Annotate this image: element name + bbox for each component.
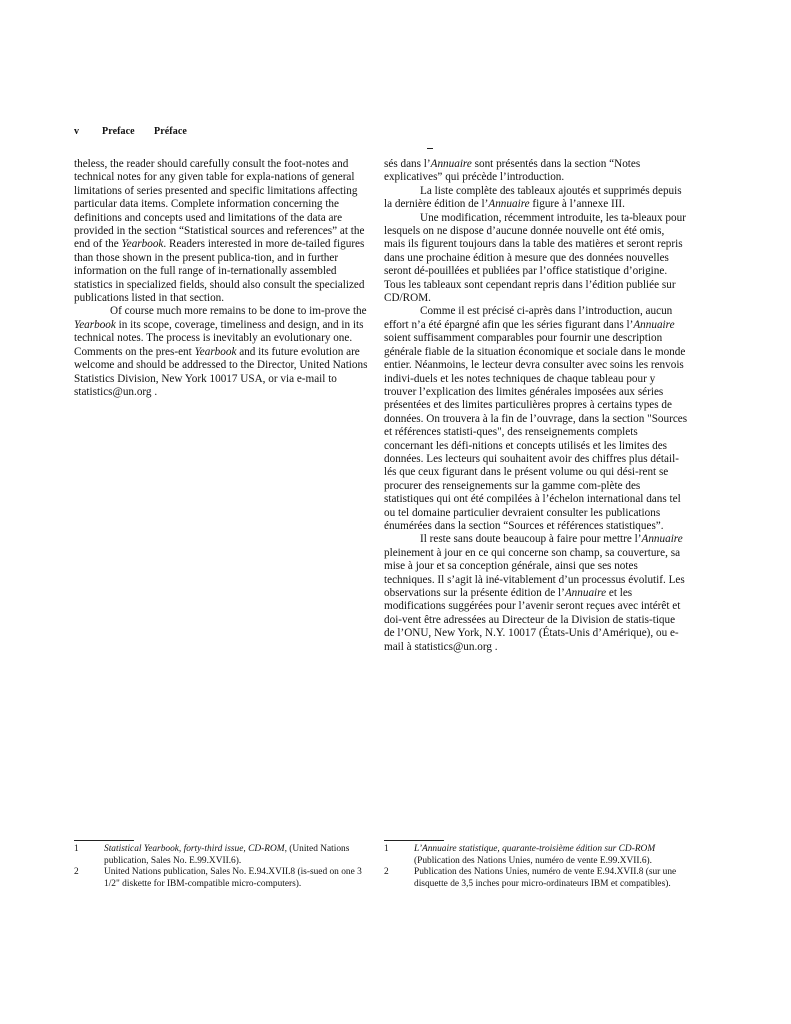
text-run: in its scope, coverage, timeliness and design, and in its technical notes. The process is inevitably an evolutionary one. Comments on the pres-ent bbox=[74, 318, 364, 358]
text-run: Comme il est précisé ci-après dans l’introduction, aucun effort n’a été épargné afin que les séries figurant dans l’ bbox=[384, 305, 673, 331]
text-run: . Readers interested in more de-tailed figures than those shown in the present publica-tion, and in further information on the full range of in-ternationally assembled statistics in specialized fields, should also consult the specialized publications listed in that section. bbox=[74, 238, 365, 305]
footnote bbox=[74, 844, 374, 867]
text-run: figure à l’annexe III. bbox=[529, 198, 625, 211]
text-run: Publication des Nations Unies, numéro de vente E.94.XVII.8 (sur une disquette de 3,5 inches pour micro-ordinateurs IBM et compatibles). bbox=[414, 867, 677, 889]
footnotes-french bbox=[384, 840, 694, 890]
english-column bbox=[74, 158, 370, 399]
footnote-number: 1 bbox=[74, 844, 79, 854]
footnote bbox=[384, 844, 694, 867]
italic-text: Annuaire bbox=[564, 587, 607, 599]
text-run: soient suffisamment comparables pour fournir une description générale fiable de la situation économique et sociale dans le monde entier. Néanmoins, le lecteur devra consulter avec soins les renvois indivi-duels et les notes techniques de chaque tableau pour y trouver l’explication des limites générales imposées aux séries présentées et des limites particulières propres à certains types de données. On trouvera à la fin de l’ouvrage, dans la section "Sources et références statisti-ques", des renseignements complets concernant les défi-nitions et concepts utilisés et les limites des données. Les lecteurs qui souhaitent avoir des chiffres plus détail-lés que ceux figurant dans le présent volume ou qui dési-rent se procurer des renseignements sur la gamme com-plète des statistiques qui ont été compilées à l’échelon international dans tel ou tel domaine particulier devraient consulter les publications énumérées dans la section “Sources et références statistiques”. bbox=[384, 332, 688, 532]
italic-text: Annuaire bbox=[633, 318, 675, 331]
italic-text: Yearbook bbox=[74, 318, 116, 331]
italic-text: Annuaire bbox=[488, 198, 530, 211]
paragraph bbox=[384, 305, 688, 533]
text-run: theless, the reader should carefully consult the foot-notes and technical notes for any given table for expla-nations of general limitations of series presented and specific limitations affecting particular data items. Complete information concerning the definitions and concepts used and limitations of the data are provided in the section “Statistical sources and references” at the end of the bbox=[74, 158, 365, 251]
paragraph bbox=[384, 158, 688, 185]
text-run: sont présentés dans la section “Notes explicatives” qui précède l’introduction. bbox=[384, 158, 641, 184]
footnote-number: 2 bbox=[384, 867, 389, 878]
paragraph bbox=[74, 305, 370, 399]
footnote-rule bbox=[384, 840, 444, 841]
text-run: , (United Nations publication, Sales No. E.99.XVII.6). bbox=[104, 844, 350, 866]
footnote bbox=[74, 867, 374, 890]
footnote-list bbox=[74, 844, 374, 890]
french-column bbox=[384, 158, 688, 654]
italic-text: Annuaire bbox=[430, 158, 472, 170]
italic-text: Statistical Yearbook, forty-third issue, CD-ROM bbox=[104, 844, 285, 854]
text-run: (Publication des Nations Unies, numéro de vente E.99.XVII.6). bbox=[414, 855, 652, 866]
footnote-text bbox=[104, 844, 374, 867]
italic-text: Yearbook bbox=[194, 345, 237, 358]
text-run: Il reste sans doute beaucoup à faire pour mettre l’ bbox=[420, 533, 642, 546]
page-number: v bbox=[74, 126, 80, 137]
text-run: et les modifications suggérées pour l’avenir seront reçues avec intérêt et doi-vent être adressées au Directeur de la Division de statis-tique de l’ONU, New York, N.Y. 10017 (États-Unis d’Amérique), ou e-mail à statistics@un.org . bbox=[384, 587, 681, 653]
paragraph bbox=[384, 212, 688, 306]
footnote-text bbox=[104, 867, 374, 890]
paragraph bbox=[74, 158, 370, 305]
running-head bbox=[74, 126, 187, 137]
footnote-text bbox=[414, 844, 694, 867]
text-run: Of course much more remains to be done to im-prove the bbox=[110, 305, 367, 318]
footnote bbox=[384, 867, 694, 890]
footnote-list bbox=[384, 844, 694, 890]
text-run: sés dans l’ bbox=[384, 158, 431, 170]
italic-text: Annuaire bbox=[641, 533, 683, 546]
footnote-text bbox=[414, 867, 694, 890]
text-run: Une modification, récemment introduite, les ta-bleaux pour lesquels on ne dispose d’aucune donnée nouvelle ont été omis, mais ils figurent toujours dans la table des matières et seront repris dans une prochaine édition à mesure que des données nouvelles seront dé-pouillées et publiées par l’office statistique d’origine. Tous les tableaux sont cependant repris dans l’édition publiée sur CD/ROM. bbox=[384, 211, 686, 305]
footnote-number: 1 bbox=[384, 844, 389, 854]
footnotes-english bbox=[74, 840, 374, 890]
text-run: La liste complète des tableaux ajoutés et supprimés depuis la dernière édition de l’ bbox=[384, 184, 682, 211]
footnote-number: 2 bbox=[74, 867, 79, 878]
text-run: pleinement à jour en ce qui concerne son champ, sa couverture, sa mise à jour et sa conception générale, ainsi que ses notes techniques. Il s’agit là iné-vitablement d’un processus évolutif. Les observations sur la présente édition de l’ bbox=[384, 546, 685, 599]
italic-text: Yearbook bbox=[121, 238, 164, 251]
text-run: United Nations publication, Sales No. E.94.XVII.8 (is-sued on one 3 1/2" diskette for IBM-compatible micro-computers). bbox=[104, 867, 362, 889]
paragraph bbox=[384, 533, 688, 654]
running-title-en: Preface bbox=[102, 126, 135, 137]
running-title-fr: Préface bbox=[154, 126, 187, 137]
paragraph bbox=[384, 185, 688, 212]
stray-mark bbox=[427, 148, 433, 149]
italic-text: L’Annuaire statistique, quarante-troisième édition sur CD-ROM bbox=[414, 844, 656, 854]
text-run: and its future evolution are welcome and should be addressed to the Director, United Nations Statistics Division, New York 10017 USA, or via e-mail to statistics@un.org . bbox=[74, 345, 368, 398]
footnote-rule bbox=[74, 840, 134, 841]
